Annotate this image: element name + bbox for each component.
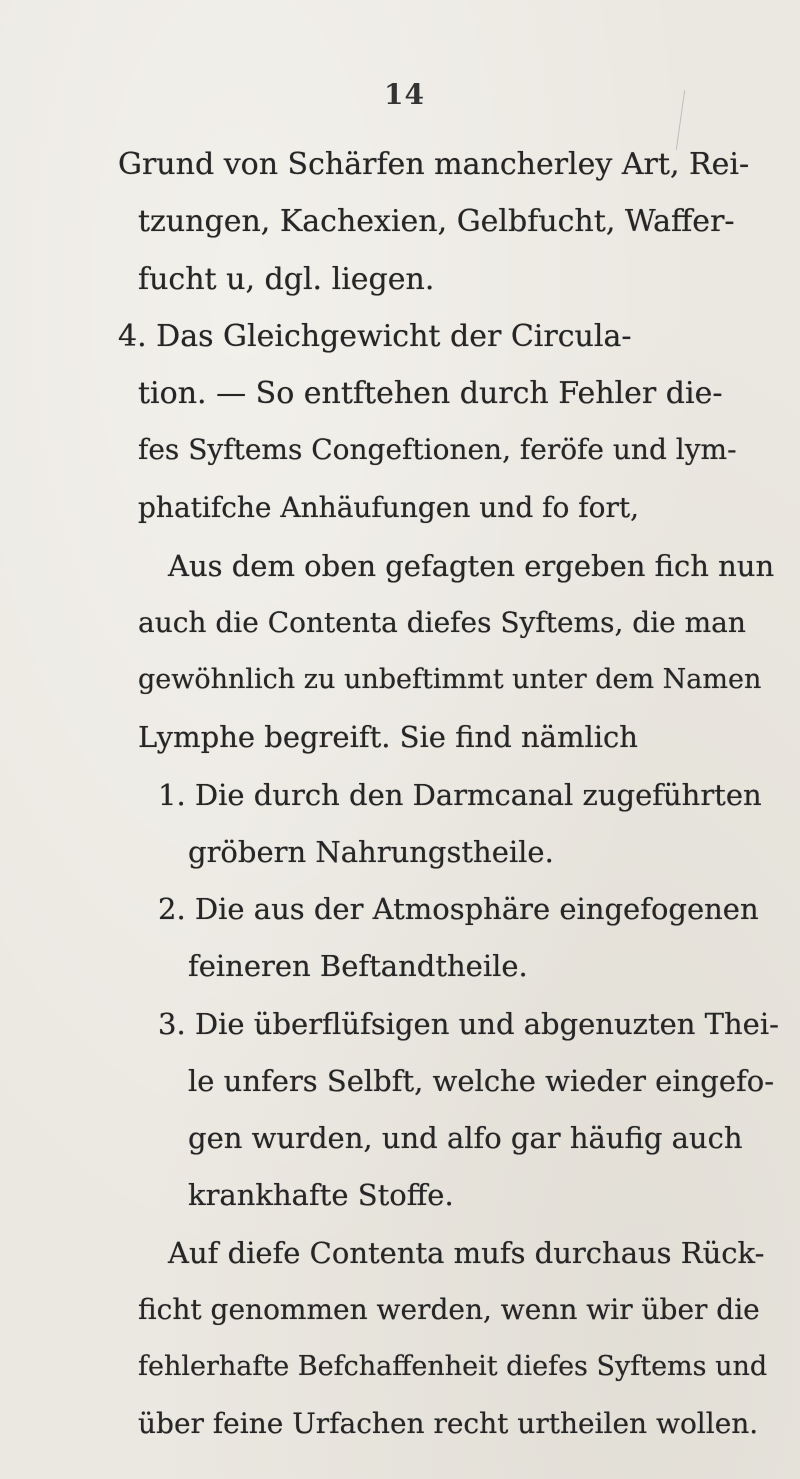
text-line-1: Grund von Schärfen mancherley Art, Rei- — [118, 147, 750, 182]
text-line-19: krankhafte Stoffe. — [188, 1178, 454, 1212]
text-line-17: le unfers Selbft, welche wieder eingefo- — [188, 1064, 775, 1098]
text-line-2: tzungen, Kachexien, Gelbfucht, Waffer- — [138, 204, 735, 239]
text-line-22: fehlerhafte Befchaffenheit diefes Syftems und — [138, 1351, 768, 1382]
text-line-11: Lymphe begreift. Sie find nämlich — [138, 720, 638, 754]
page-crease — [676, 90, 685, 150]
text-line-23: über feine Urfachen recht urtheilen wollen. — [138, 1407, 759, 1440]
text-line-3: fucht u, dgl. liegen. — [138, 262, 435, 297]
text-line-4: 4. Das Gleichgewicht der Circula- — [118, 319, 632, 354]
text-line-20: Auf diefe Contenta mufs durchaus Rück- — [168, 1236, 765, 1270]
text-line-14: 2. Die aus der Atmosphäre eingefogenen — [158, 892, 759, 926]
text-line-9: auch die Contenta diefes Syftems, die man — [138, 606, 746, 639]
text-line-10: gewöhnlich zu unbeftimmt unter dem Namen — [138, 664, 762, 695]
text-line-5: tion. — So entftehen durch Fehler die- — [138, 376, 723, 411]
text-line-7: phatifche Anhäufungen und fo fort, — [138, 491, 640, 524]
text-line-6: fes Syftems Congeftionen, feröfe und lym- — [138, 433, 737, 466]
text-line-12: 1. Die durch den Darmcanal zugeführten — [158, 778, 762, 812]
text-line-18: gen wurden, und alfo gar häufig auch — [188, 1121, 743, 1155]
text-line-8: Aus dem oben gefagten ergeben fich nun — [168, 549, 775, 583]
text-line-15: feineren Beftandtheile. — [188, 949, 528, 983]
text-line-21: ficht genommen werden, wenn wir über die — [138, 1293, 760, 1326]
page-number: 14 — [384, 78, 425, 111]
text-line-16: 3. Die überflüfsigen und abgenuzten Thei- — [158, 1007, 779, 1041]
text-line-13: gröbern Nahrungstheile. — [188, 835, 554, 869]
